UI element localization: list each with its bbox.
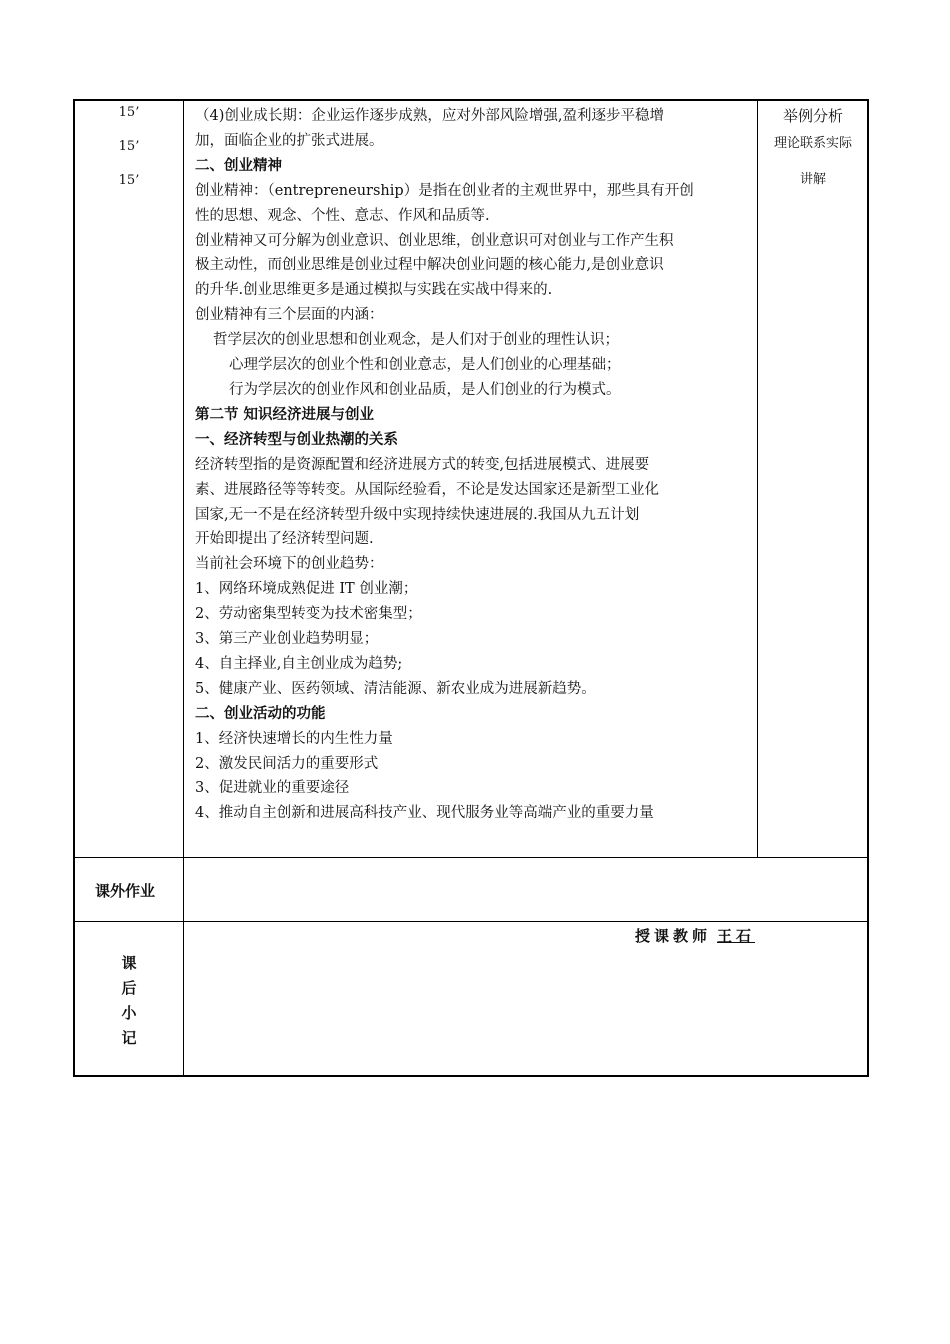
- content-line: 4、推动自主创新和进展高科技产业、现代服务业等高端产业的重要力量: [195, 805, 654, 822]
- content-line: 1、经济快速增长的内生性力量: [195, 730, 393, 747]
- teaching-method-note: 理论联系实际: [773, 136, 852, 151]
- lesson-plan-table: [73, 99, 869, 1077]
- teacher-label: 授课教师: [635, 927, 712, 945]
- content-line: 性的思想、观念、个性、意志、作风和品质等.: [195, 207, 490, 224]
- content-line: 行为学层次的创业作风和创业品质，是人们创业的行为模式。: [229, 381, 621, 398]
- content-line: 3、第三产业创业趋势明显；: [195, 631, 379, 648]
- notes-label-char: 课: [121, 954, 137, 972]
- notes-label-char: 小: [121, 1004, 137, 1022]
- content-line: 3、促进就业的重要途径: [195, 780, 350, 797]
- content-line: 2、激发民间活力的重要形式: [195, 755, 379, 772]
- time-mark: 15’: [118, 173, 140, 188]
- content-line: 1、网络环境成熟促进 IT 创业潮；: [195, 581, 418, 598]
- section-heading: 第二节 知识经济进展与创业: [195, 405, 375, 423]
- content-line: 极主动性，而创业思维是创业过程中解决创业问题的核心能力,是创业意识: [195, 257, 664, 274]
- post-class-notes-label: [75, 951, 183, 1051]
- column-divider-right: [757, 101, 758, 858]
- content-line: 创业精神又可分解为创业意识、创业思维，创业意识可对创业与工作产生积: [195, 232, 674, 249]
- content-line: 素、进展路径等等转变。从国际经验看，不论是发达国家还是新型工业化: [195, 481, 659, 498]
- content-line: 5、健康产业、医药领域、清洁能源、新农业成为进展新趋势。: [195, 680, 596, 697]
- teaching-method-note: 举例分析: [782, 107, 843, 125]
- column-divider-left: [183, 101, 184, 1075]
- notes-label-char: 记: [121, 1029, 137, 1047]
- content-line: 国家,无一不是在经济转型升级中实现持续快速进展的.我国从九五计划: [195, 506, 640, 523]
- content-line: 经济转型指的是资源配置和经济进展方式的转变,包括进展模式、进展要: [195, 456, 650, 473]
- content-line: （4)创业成长期：企业运作逐步成熟，应对外部风险增强,盈利逐步平稳增: [195, 108, 664, 124]
- row-divider-homework: [75, 921, 867, 922]
- teacher-signature: [635, 925, 761, 946]
- content-line: 心理学层次的创业个性和创业意志，是人们创业的心理基础；: [229, 357, 621, 374]
- content-line: 创业精神：（entrepreneurship）是指在创业者的主观世界中，那些具有开创: [195, 182, 694, 199]
- teacher-name: 王石: [717, 927, 756, 945]
- content-line: 的升华.创业思维更多是通过模拟与实践在实战中得来的.: [195, 282, 553, 299]
- content-line: 加，面临企业的扩张式进展。: [195, 132, 384, 149]
- notes-label-char: 后: [121, 979, 137, 997]
- time-mark: 15’: [118, 139, 140, 154]
- content-line: 开始即提出了经济转型问题.: [195, 531, 374, 548]
- content-line: 当前社会环境下的创业趋势：: [195, 556, 384, 573]
- content-line: 4、自主择业,自主创业成为趋势;: [195, 655, 403, 672]
- teaching-method-note: 讲解: [799, 172, 826, 187]
- section-heading: 一、经济转型与创业热潮的关系: [195, 430, 398, 448]
- section-heading: 二、创业精神: [195, 156, 282, 174]
- content-line: 哲学层次的创业思想和创业观念，是人们对于创业的理性认识；: [213, 332, 619, 349]
- lesson-content: [195, 104, 755, 826]
- section-heading: 二、创业活动的功能: [195, 704, 326, 722]
- content-line: 创业精神有三个层面的内涵：: [195, 307, 384, 324]
- content-line: 2、劳动密集型转变为技术密集型；: [195, 606, 422, 623]
- homework-label: 课外作业: [95, 882, 156, 900]
- row-divider-content: [75, 857, 867, 858]
- time-mark: 15’: [118, 105, 140, 120]
